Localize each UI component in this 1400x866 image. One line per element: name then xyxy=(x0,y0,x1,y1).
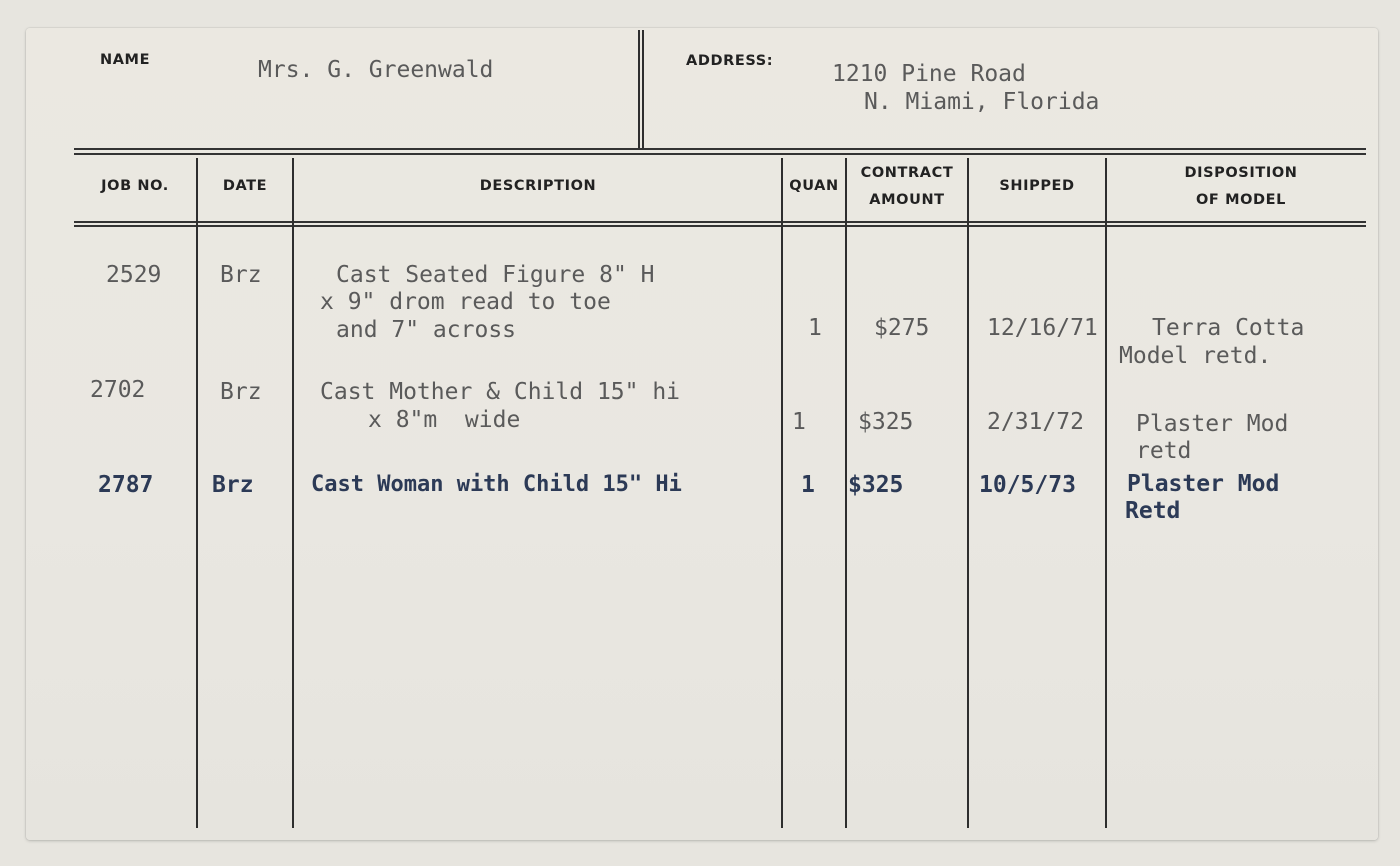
col-job-no: JOB NO. xyxy=(101,178,169,194)
col-disposition-1: DISPOSITION xyxy=(1184,165,1298,181)
row-1-description-line-3: and 7" across xyxy=(336,317,517,343)
row-1-job-no: 2529 xyxy=(106,262,162,288)
row-3-disposition-line-1: Plaster Mod xyxy=(1127,471,1280,497)
col-shipped: SHIPPED xyxy=(999,178,1075,194)
col-contract-amount-2: AMOUNT xyxy=(869,192,945,208)
row-3-description-line-1: Cast Woman with Child 15" Hi xyxy=(311,472,682,497)
row-3-quan: 1 xyxy=(801,472,815,498)
row-3-job-no: 2787 xyxy=(98,472,154,498)
row-2-amount: $325 xyxy=(858,409,914,435)
column-rule-top xyxy=(74,221,1366,223)
row-1-disposition-line-1: Terra Cotta xyxy=(1152,315,1305,341)
col-date: DATE xyxy=(222,178,268,194)
col-line-4 xyxy=(845,158,847,828)
row-1-shipped: 12/16/71 xyxy=(987,315,1098,341)
row-2-disposition-line-1: Plaster Mod xyxy=(1136,411,1289,437)
row-2-disposition-line-2: retd xyxy=(1136,438,1192,464)
row-2-date: Brz xyxy=(220,379,262,405)
col-contract-amount-1: CONTRACT xyxy=(860,165,954,181)
row-2-shipped: 2/31/72 xyxy=(987,409,1084,435)
col-disposition-2: OF MODEL xyxy=(1195,192,1287,208)
row-1-description-line-1: Cast Seated Figure 8" H xyxy=(336,262,655,288)
row-1-quan: 1 xyxy=(808,315,822,341)
name-label: NAME xyxy=(100,52,151,68)
name-value: Mrs. G. Greenwald xyxy=(258,57,494,83)
address-line-2: N. Miami, Florida xyxy=(864,89,1100,115)
header-divider-2 xyxy=(642,30,644,150)
row-1-date: Brz xyxy=(220,262,262,288)
col-line-5 xyxy=(967,158,969,828)
row-2-description-line-2: x 8"m wide xyxy=(368,407,521,433)
row-2-description-line-1: Cast Mother & Child 15" hi xyxy=(320,379,681,405)
index-card xyxy=(26,28,1378,840)
row-3-shipped: 10/5/73 xyxy=(979,472,1076,498)
col-line-6 xyxy=(1105,158,1107,828)
row-3-amount: $325 xyxy=(848,472,904,498)
address-line-1: 1210 Pine Road xyxy=(832,61,1026,87)
col-quan: QUAN xyxy=(789,178,839,194)
header-rule-bottom xyxy=(74,153,1366,155)
col-line-2 xyxy=(292,158,294,828)
row-3-date: Brz xyxy=(212,472,254,498)
col-line-1 xyxy=(196,158,198,828)
row-2-quan: 1 xyxy=(792,409,806,435)
row-1-description-line-2: x 9" drom read to toe xyxy=(320,289,611,315)
row-2-job-no: 2702 xyxy=(90,377,146,403)
header-rule-top xyxy=(74,148,1366,150)
column-rule-bottom xyxy=(74,225,1366,227)
col-line-3 xyxy=(781,158,783,828)
row-1-amount: $275 xyxy=(874,315,930,341)
row-3-disposition-line-2: Retd xyxy=(1125,498,1181,524)
col-description: DESCRIPTION xyxy=(479,178,597,194)
address-label: ADDRESS: xyxy=(686,53,774,69)
header-divider xyxy=(638,30,640,150)
row-1-disposition-line-2: Model retd. xyxy=(1119,343,1272,369)
